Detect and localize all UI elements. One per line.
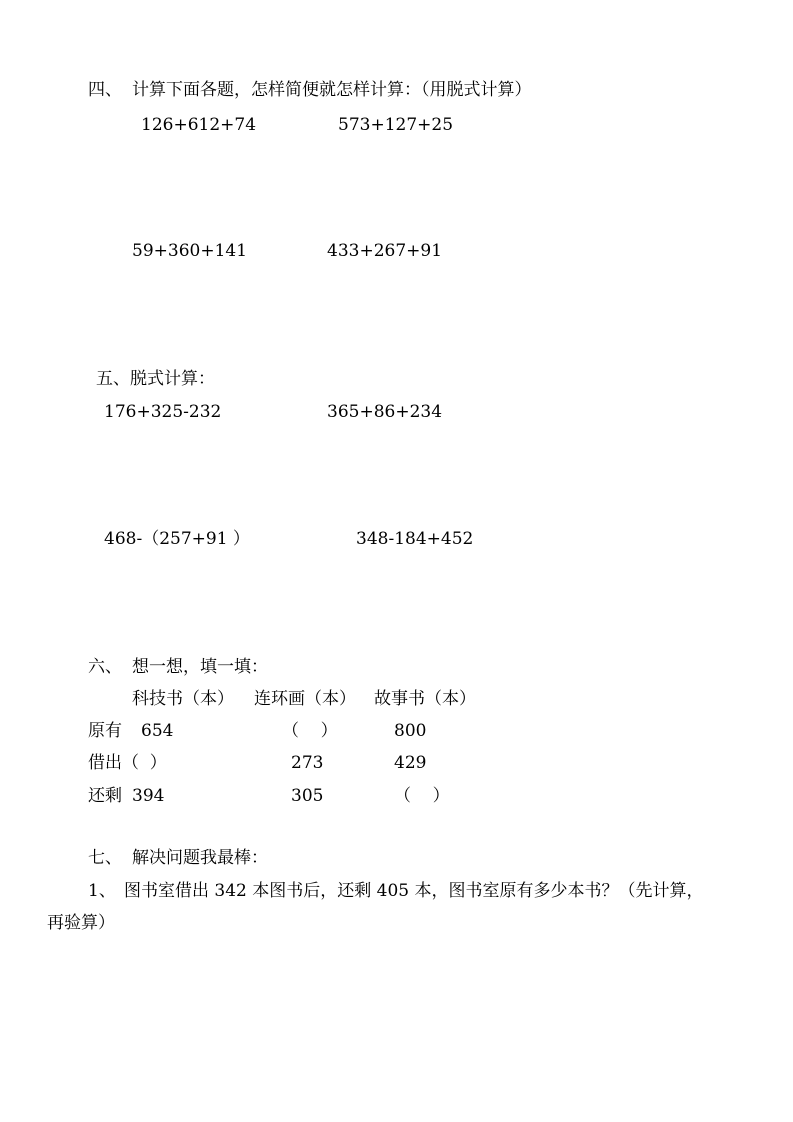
section-4-number: 四、 <box>88 80 122 100</box>
problem-4-4: 433+267+91 <box>327 241 443 261</box>
table-cell: 305 <box>291 786 324 806</box>
problem-5-3: 468-（257+91 ） <box>104 529 250 549</box>
section-4-heading: 计算下面各题，怎样简便就怎样计算：（用脱式计算） <box>132 80 532 100</box>
table-cell-blank: （ ） <box>282 721 338 741</box>
table-cell: 394 <box>132 786 165 806</box>
table-row-label: 还剩 <box>88 786 122 806</box>
section-7-number: 七、 <box>88 848 122 868</box>
question-1-number: 1、 <box>88 881 116 901</box>
section-5-heading: 五、脱式计算： <box>96 369 215 389</box>
table-cell: 429 <box>394 753 427 773</box>
table-row-label: 借出 <box>88 753 122 773</box>
table-column-header: 科技书（本） <box>132 689 234 709</box>
problem-5-1: 176+325-232 <box>104 402 222 422</box>
table-cell: 800 <box>394 721 427 741</box>
table-cell-blank: （ ） <box>122 753 167 773</box>
question-1-text: 图书室借出 342 本图书后，还剩 405 本，图书室原有多少本书？（先计算， <box>124 881 704 901</box>
section-6-heading: 想一想，填一填： <box>132 657 268 677</box>
table-cell-blank: （ ） <box>394 786 450 806</box>
question-1-text-continued: 再验算） <box>47 913 115 933</box>
table-cell: 654 <box>141 721 174 741</box>
table-column-header: 故事书（本） <box>374 689 476 709</box>
table-row-label: 原有 <box>88 721 122 741</box>
table-column-header: 连环画（本） <box>254 689 356 709</box>
section-7-heading: 解决问题我最棒： <box>132 848 268 868</box>
table-cell: 273 <box>291 753 324 773</box>
problem-4-2: 573+127+25 <box>338 115 454 135</box>
problem-4-1: 126+612+74 <box>141 115 257 135</box>
problem-5-2: 365+86+234 <box>327 402 443 422</box>
section-6-number: 六、 <box>88 657 122 677</box>
problem-5-4: 348-184+452 <box>356 529 474 549</box>
problem-4-3: 59+360+141 <box>132 241 248 261</box>
